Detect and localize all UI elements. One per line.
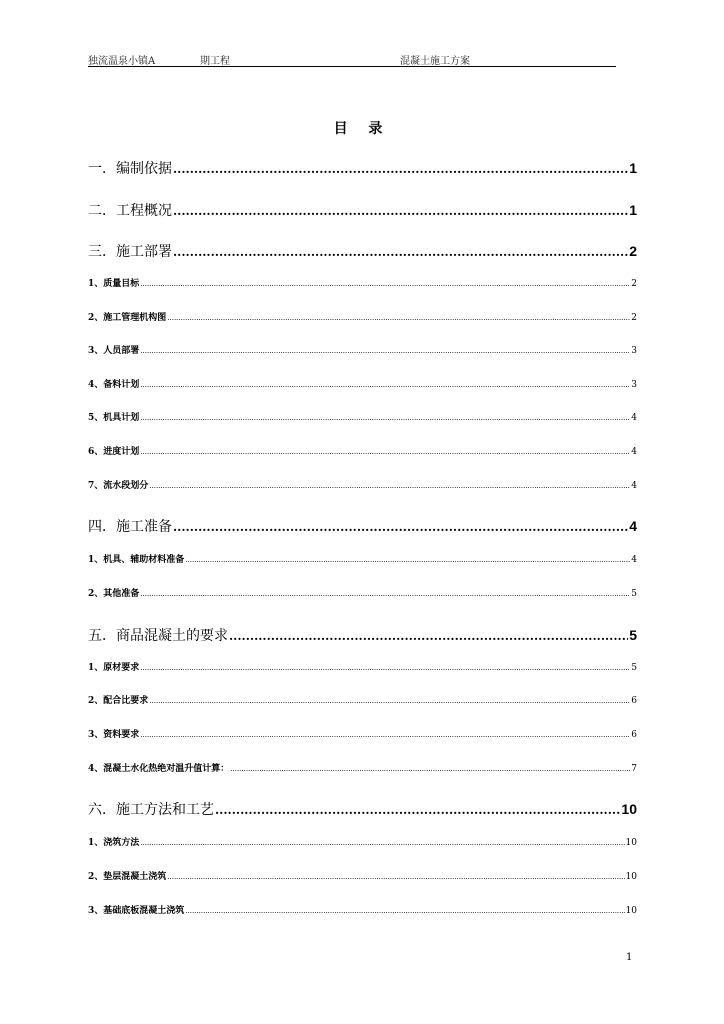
toc-entry-page: 10 [621,801,637,817]
toc-entry-page: 6 [631,730,637,740]
toc-entry-page: 5 [631,663,637,673]
dot-leader [215,802,620,818]
toc-subsection-entry[interactable] [88,693,637,706]
toc-entry-title: 1、浇筑方法 [88,838,140,848]
toc-subsection-entry[interactable] [88,586,637,599]
toc-section-entry[interactable] [88,241,637,261]
toc-entry-page: 4 [631,447,637,457]
toc-entry-title: 5、机具计划 [88,413,140,423]
toc-entry-page: 2 [629,243,637,259]
dot-leader [140,380,630,390]
dot-leader [140,447,630,457]
header-phase: 期工程 [200,56,230,67]
toc-entry-title: 六．施工方法和工艺 [88,802,214,818]
toc-subsection-entry[interactable] [88,869,637,882]
toc-subsection-entry[interactable] [88,276,637,289]
toc-entry-page: 5 [631,589,637,599]
toc-entry-page: 10 [625,872,637,882]
dot-leader [140,730,630,740]
toc-entry-title: 2、垫层混凝土浇筑 [88,872,167,882]
dot-leader [140,838,624,848]
toc-entry-title: 6、进度计划 [88,447,140,457]
toc-section-entry[interactable] [88,158,637,178]
dot-leader [185,555,630,565]
toc-entry-title: 1、质量目标 [88,279,140,289]
dot-leader [149,481,630,491]
dot-leader [230,764,630,774]
toc-entry-page: 5 [629,627,637,643]
toc-entry-title: 三．施工部署 [88,244,172,260]
toc-entry-page: 2 [631,313,637,323]
dot-leader [229,628,628,644]
dot-leader [167,872,624,882]
toc-entry-page: 10 [625,906,637,916]
toc-subsection-entry[interactable] [88,444,637,457]
dot-leader [173,519,628,535]
dot-leader [140,413,630,423]
toc-subsection-entry[interactable] [88,835,637,848]
toc-entry-page: 7 [631,764,637,774]
dot-leader [140,279,630,289]
toc-title: 目 录 [333,121,391,137]
toc-entry-title: 3、基础底板混凝土浇筑 [88,906,185,916]
toc-subsection-entry[interactable] [88,377,637,390]
toc-entry-title: 1、原材要求 [88,663,140,673]
header-document-title: 混凝土施工方案 [400,56,470,67]
toc-subsection-entry[interactable] [88,660,637,673]
toc-entry-title: 1、机具、辅助材料准备 [88,555,185,565]
dot-leader [167,313,630,323]
toc-subsection-entry[interactable] [88,410,637,423]
toc-entry-title: 2、配合比要求 [88,696,149,706]
toc-subsection-entry[interactable] [88,343,637,356]
toc-entry-page: 4 [629,518,637,534]
toc-entry-page: 3 [631,346,637,356]
toc-entry-page: 4 [631,555,637,565]
toc-entry-title: 五．商品混凝土的要求 [88,628,228,644]
toc-entry-title: 一．编制依据 [88,161,172,177]
dot-leader [173,161,628,177]
toc-entry-title: 3、资料要求 [88,730,140,740]
toc-entry-title: 二．工程概况 [88,203,172,219]
toc-entry-title: 2、其他准备 [88,589,140,599]
dot-leader [140,346,630,356]
toc-subsection-entry[interactable] [88,310,637,323]
toc-entry-page: 10 [625,838,637,848]
toc-entry-page: 4 [631,481,637,491]
toc-entry-title: 4、混凝土水化热绝对温升值计算： [88,764,230,774]
toc-entry-page: 1 [629,160,637,176]
toc-section-entry[interactable] [88,516,637,536]
toc-entry-page: 2 [631,279,637,289]
toc-entry-page: 3 [631,380,637,390]
dot-leader [185,906,624,916]
toc-entry-page: 4 [631,413,637,423]
toc-subsection-entry[interactable] [88,727,637,740]
toc-section-entry[interactable] [88,625,637,645]
toc-subsection-entry[interactable] [88,903,637,916]
toc-entry-page: 1 [629,202,637,218]
toc-section-entry[interactable] [88,799,637,819]
dot-leader [173,244,628,260]
header-project-name: 独流温泉小镇A [88,56,156,67]
toc-subsection-entry[interactable] [88,761,637,774]
toc-entry-title: 3、人员部署 [88,346,140,356]
toc-entry-title: 四．施工准备 [88,519,172,535]
toc-entry-title: 7、流水段划分 [88,481,149,491]
toc-subsection-entry[interactable] [88,478,637,491]
dot-leader [149,696,630,706]
toc-section-entry[interactable] [88,200,637,220]
toc-subsection-entry[interactable] [88,552,637,565]
toc-entry-page: 6 [631,696,637,706]
dot-leader [140,663,630,673]
dot-leader [173,203,628,219]
page-number: 1 [626,952,633,963]
page-header [88,50,616,67]
toc-entry-title: 4、备料计划 [88,380,140,390]
dot-leader [140,589,630,599]
toc-entry-title: 2、施工管理机构图 [88,313,167,323]
